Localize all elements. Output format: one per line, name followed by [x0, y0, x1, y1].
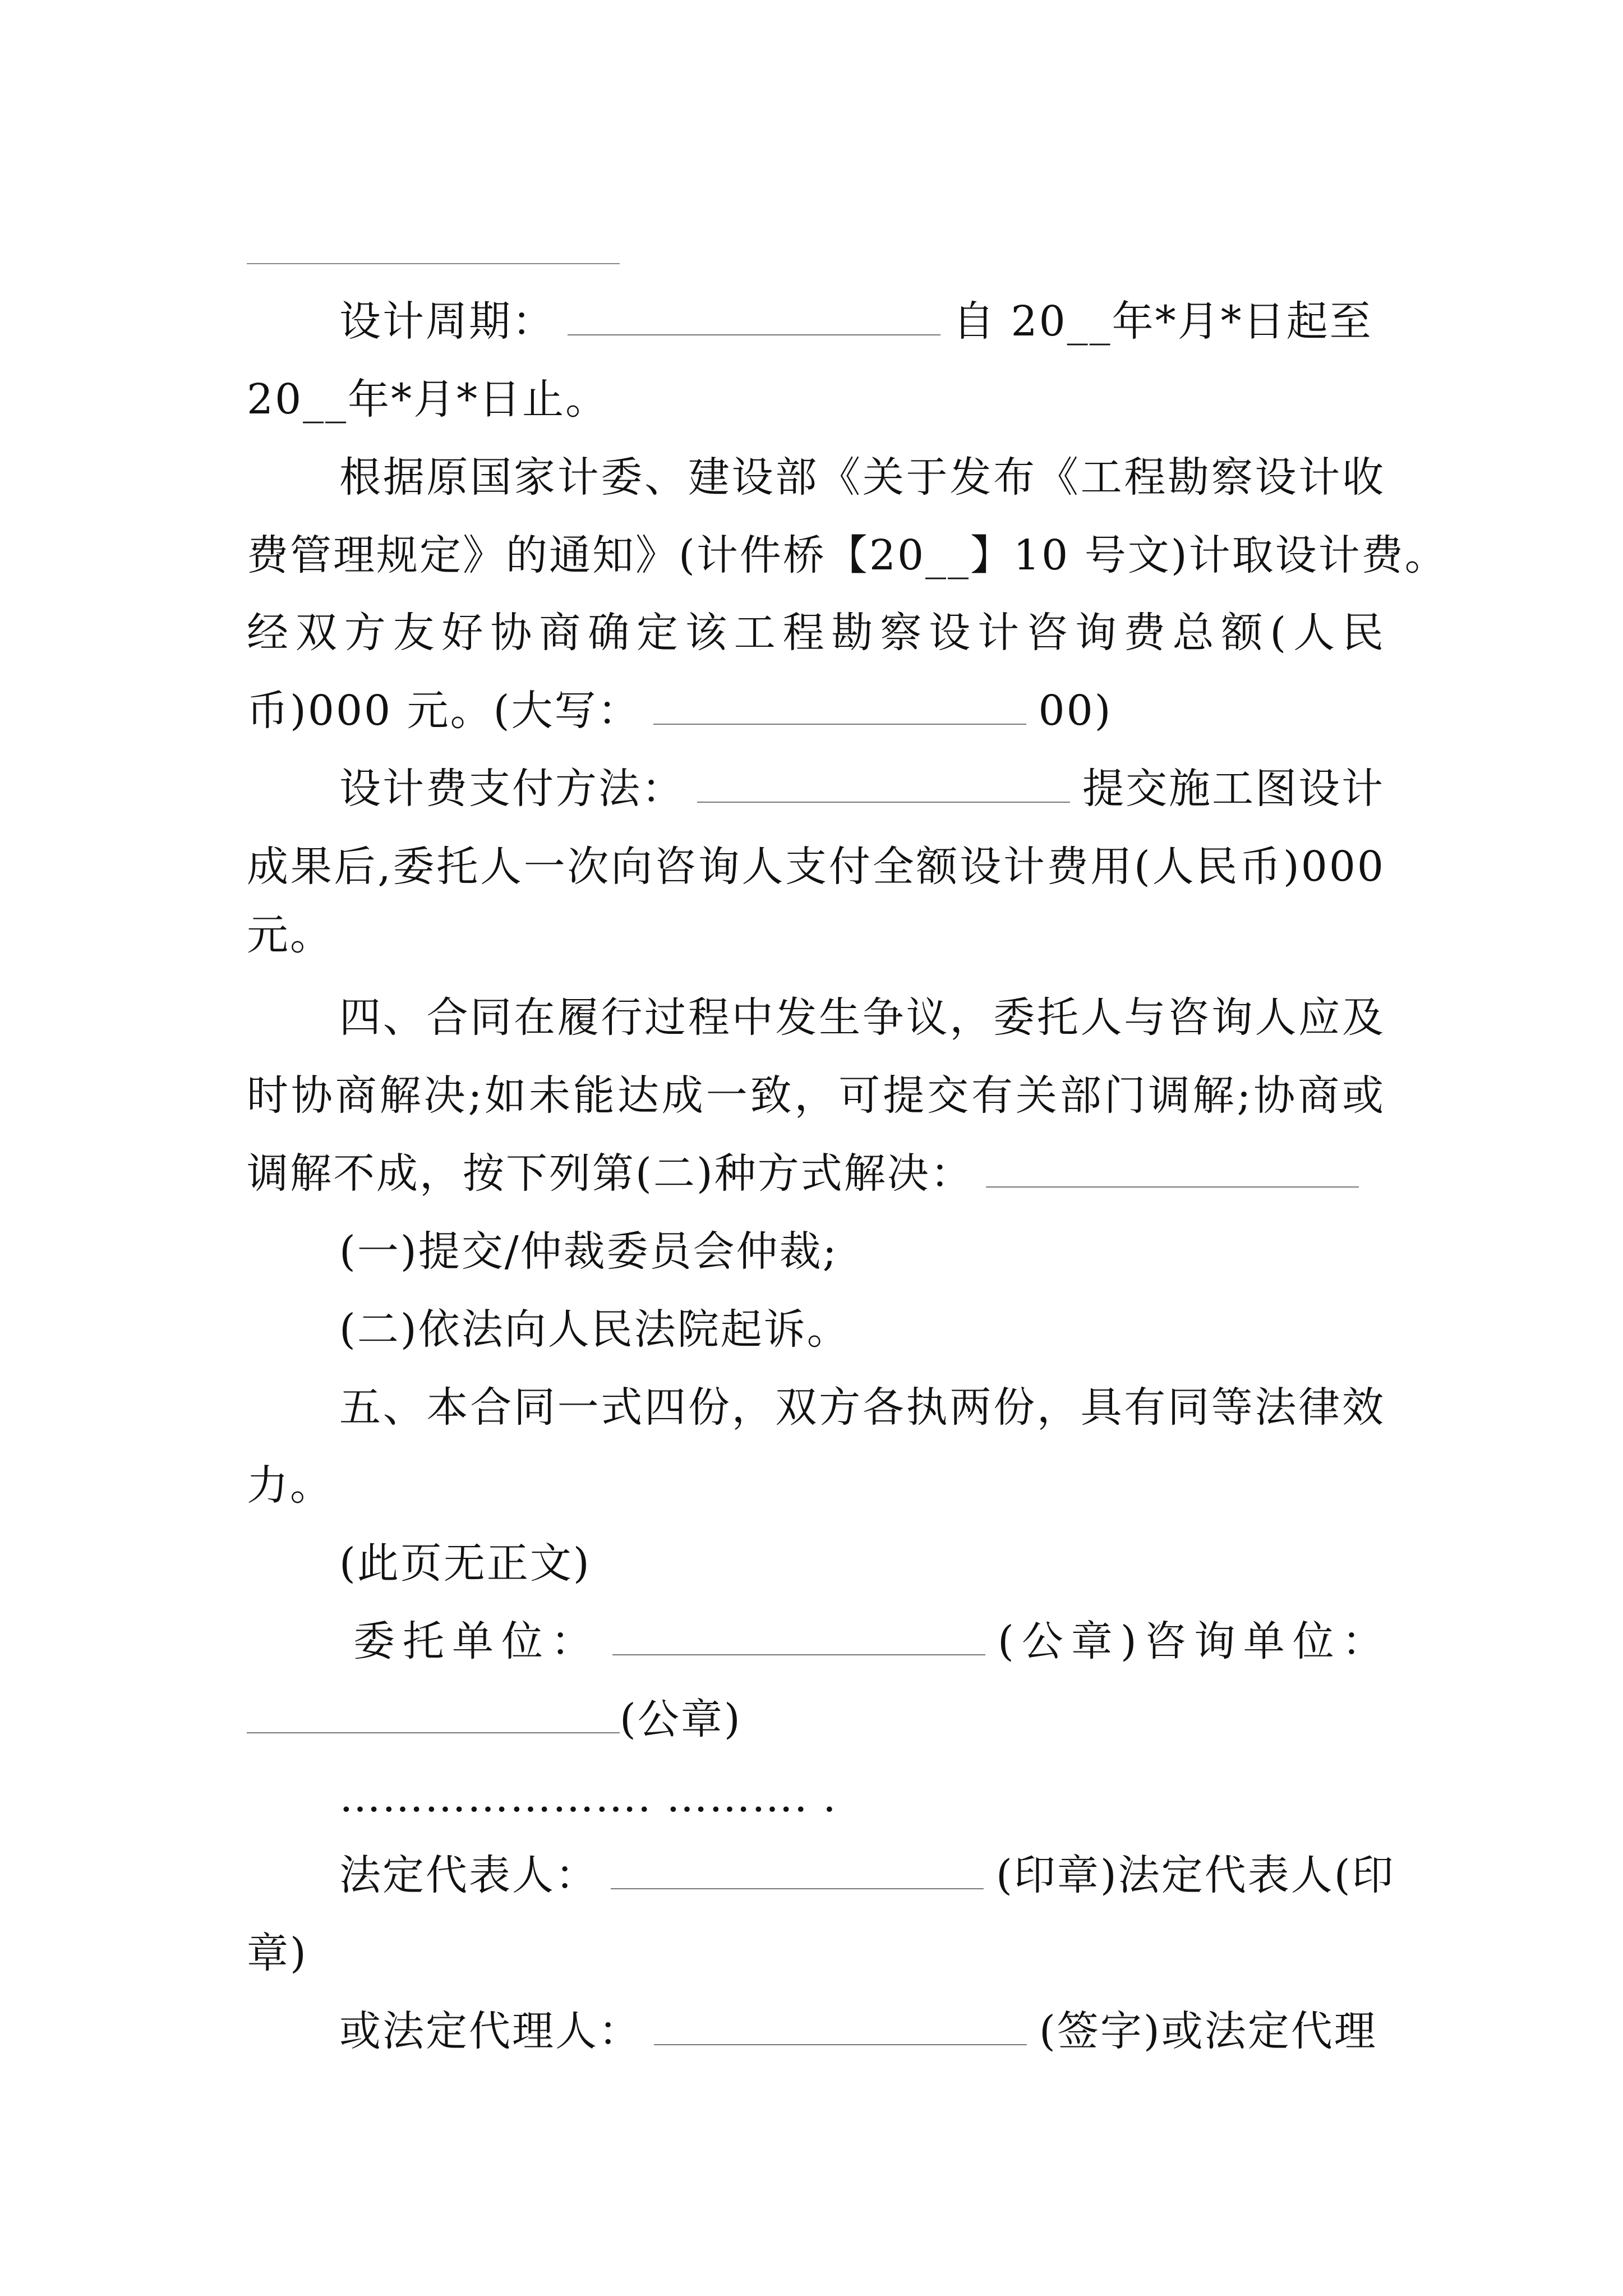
legal-representative-line	[339, 1844, 1395, 1906]
payment-method-line	[339, 758, 1385, 820]
design-period-line	[339, 291, 1385, 352]
text: 调解不成，按下列第(二)种方式解决：	[247, 1149, 974, 1198]
text: (印章)法定代表人(印	[996, 1851, 1395, 1899]
paragraph-line	[339, 447, 1385, 508]
text: 设计费支付方法：	[339, 765, 685, 813]
paragraph-line	[247, 602, 1385, 664]
dotted-separator	[339, 1766, 1385, 1828]
blank-field	[612, 1615, 985, 1655]
text: 委托单位：	[353, 1617, 600, 1665]
blank-field	[247, 1693, 620, 1733]
design-period-end-line	[247, 369, 1385, 430]
text: (签字)或法定代理	[1039, 2007, 1377, 2055]
text: 20__年*月*日止。	[247, 375, 609, 424]
text: 时协商解决;如未能达成一致，可提交有关部门调解;协商或	[247, 1071, 1385, 1120]
text: 设计周期：	[339, 297, 555, 346]
option-one-line	[339, 1221, 1385, 1282]
text: …………………. ………. .	[339, 1773, 837, 1821]
paragraph-line	[247, 1455, 1385, 1516]
text: 00)	[1038, 687, 1113, 735]
paragraph-line	[247, 524, 1448, 586]
no-body-note	[339, 1533, 1385, 1594]
text: (公章)咨询单位：	[998, 1617, 1391, 1665]
paragraph-line	[247, 904, 1385, 966]
text: (此页无正文)	[339, 1539, 591, 1588]
text: 元。	[247, 911, 333, 959]
blank-field	[986, 1147, 1359, 1188]
fee-capital-line	[247, 680, 1385, 742]
paragraph-line	[247, 1065, 1385, 1126]
blank-field	[568, 295, 940, 335]
text: (公章)	[620, 1695, 742, 1743]
text: 自 20__年*月*日起至	[953, 297, 1373, 346]
text: 力。	[247, 1461, 333, 1510]
text: 四、合同在履行过程中发生争议，委托人与咨询人应及	[339, 993, 1385, 1042]
text: 法定代表人：	[339, 1851, 598, 1899]
blank-field	[654, 2005, 1027, 2045]
paragraph-line	[247, 1922, 1385, 1984]
dispute-resolution-line	[247, 1143, 1385, 1204]
signing-units-line	[353, 1611, 1391, 1672]
top-divider	[247, 263, 620, 264]
option-two-line	[339, 1299, 1385, 1360]
paragraph-line	[247, 836, 1385, 898]
consultant-seal-line	[247, 1688, 1385, 1750]
blank-field	[697, 762, 1070, 803]
legal-agent-line	[339, 2000, 1385, 2062]
text: 成果后,委托人一次向咨询人支付全额设计费用(人民币)000	[247, 843, 1385, 891]
blank-field	[611, 1849, 984, 1889]
paragraph-line	[339, 1377, 1385, 1438]
text: 五、本合同一式四份，双方各执两份，具有同等法律效	[339, 1383, 1385, 1432]
text: 币)000 元。(大写：	[247, 687, 641, 735]
text: 提交施工图设计	[1082, 765, 1385, 813]
text: 根据原国家计委、建设部《关于发布《工程勘察设计收	[339, 453, 1385, 501]
text: 费管理规定》的通知》(计件桥【20__】10 号文)计取设计费。	[247, 531, 1448, 579]
paragraph-line	[339, 987, 1385, 1048]
blank-field	[653, 684, 1026, 725]
text: 或法定代理人：	[339, 2007, 642, 2055]
text: 章)	[247, 1929, 308, 1977]
text: (二)依法向人民法院起诉。	[339, 1305, 850, 1354]
text: 经双方友好协商确定该工程勘察设计咨询费总额(人民	[247, 609, 1385, 657]
text: (一)提交/仲裁委员会仲裁;	[339, 1227, 838, 1276]
